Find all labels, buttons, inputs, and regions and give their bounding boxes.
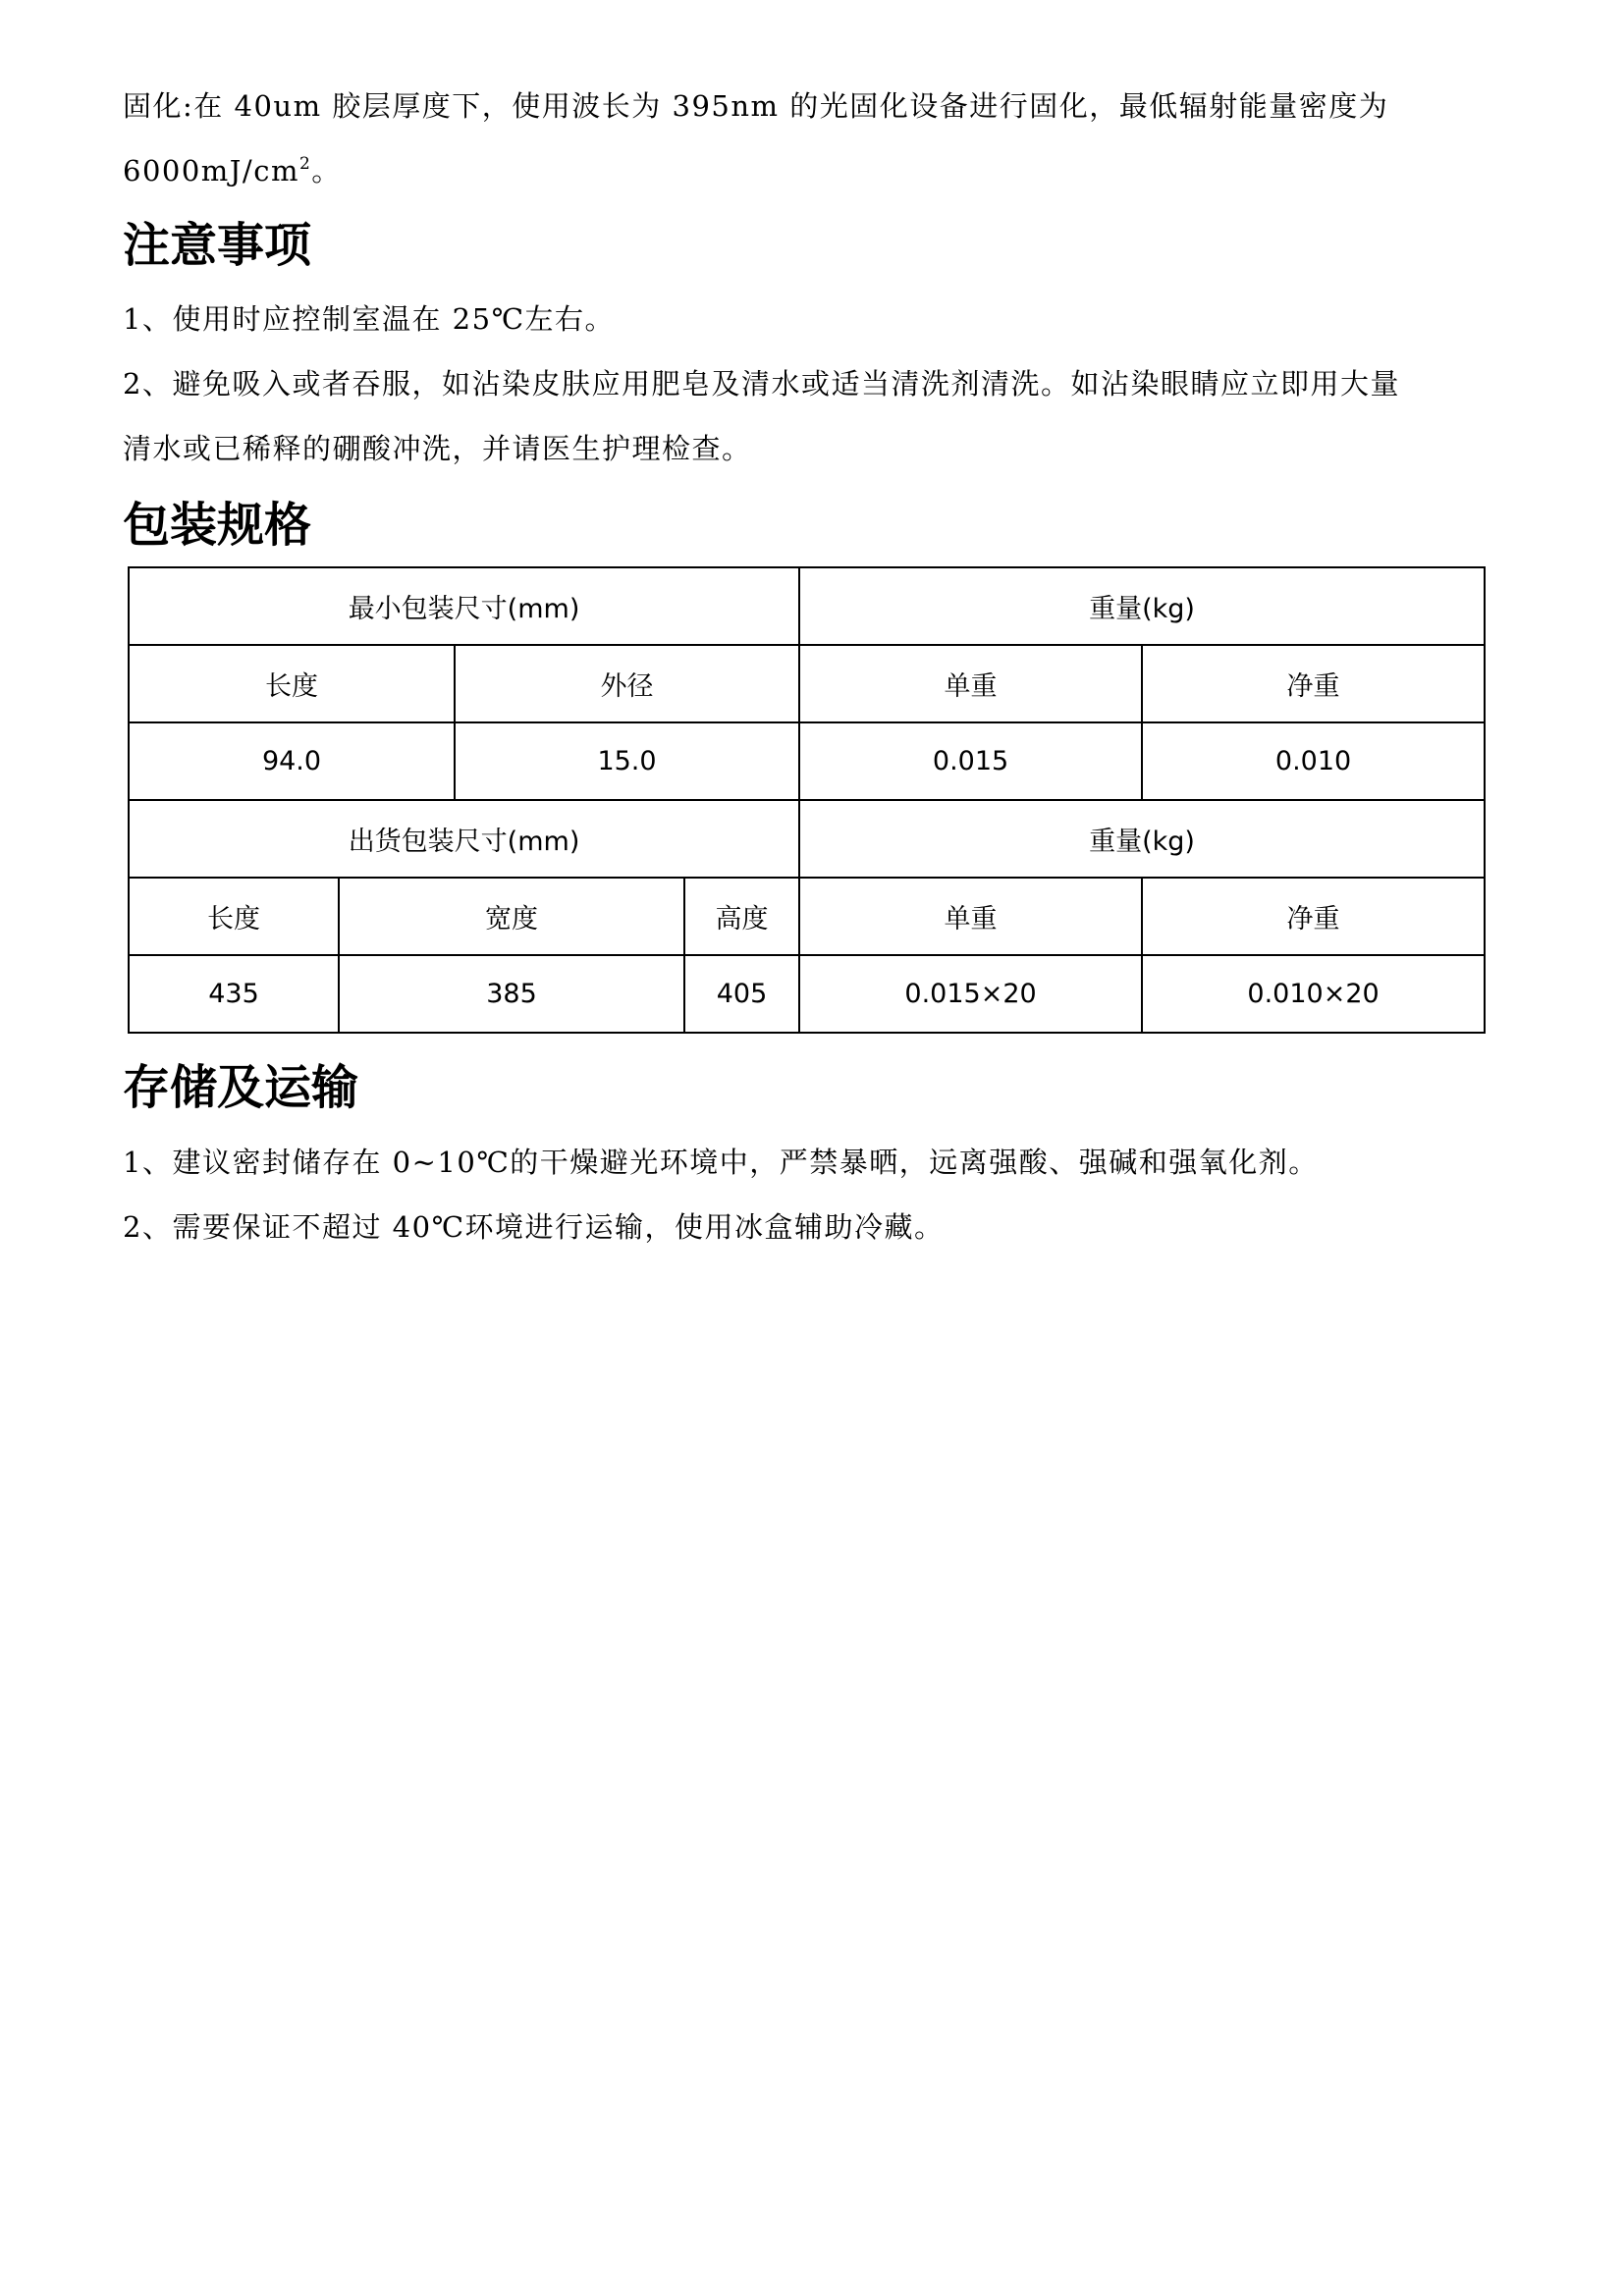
min-pack-col-outer-diameter: 外径 [455, 645, 799, 722]
notes-heading: 注意事项 [123, 218, 312, 273]
storage-item-1: 1、建议密封储存在 0~10℃的干燥避光环境中，严禁暴晒，远离强酸、强碱和强氧化剂。 [123, 1146, 1319, 1179]
ship-pack-col-length: 长度 [129, 878, 339, 955]
storage-heading: 存储及运输 [123, 1060, 359, 1115]
table-row [129, 722, 1485, 800]
ship-pack-net-weight-value: 0.010×20 [1142, 955, 1485, 1033]
table-row [129, 567, 1485, 645]
table-row [129, 955, 1485, 1033]
min-pack-size-header: 最小包装尺寸(mm) [129, 567, 799, 645]
ship-pack-col-unit-weight: 单重 [799, 878, 1142, 955]
curing-paragraph-line-1: 固化:在 40um 胶层厚度下，使用波长为 395nm 的光固化设备进行固化，最低辐射能量密度为 [123, 89, 1389, 123]
notes-item-2-line-2: 清水或已稀释的硼酸冲洗，并请医生护理检查。 [123, 432, 752, 465]
ship-pack-unit-weight-value: 0.015×20 [799, 955, 1142, 1033]
ship-pack-weight-header: 重量(kg) [799, 800, 1485, 878]
min-pack-col-net-weight: 净重 [1142, 645, 1485, 722]
ship-pack-height-value: 405 [684, 955, 799, 1033]
min-pack-col-length: 长度 [129, 645, 455, 722]
sentence-end: 。 [311, 154, 342, 187]
packaging-spec-table [128, 566, 1486, 1034]
ship-pack-col-height: 高度 [684, 878, 799, 955]
min-pack-outer-diameter-value: 15.0 [455, 722, 799, 800]
table-row [129, 645, 1485, 722]
storage-item-2: 2、需要保证不超过 40℃环境进行运输，使用冰盒辅助冷藏。 [123, 1210, 945, 1244]
energy-density-value: 6000mJ/cm [123, 154, 299, 187]
ship-pack-width-value: 385 [339, 955, 684, 1033]
notes-item-2-line-1: 2、避免吸入或者吞服，如沾染皮肤应用肥皂及清水或适当清洗剂清洗。如沾染眼睛应立即用大量 [123, 367, 1400, 400]
curing-paragraph-line-2 [123, 138, 342, 203]
min-pack-length-value: 94.0 [129, 722, 455, 800]
min-pack-weight-header: 重量(kg) [799, 567, 1485, 645]
ship-pack-col-width: 宽度 [339, 878, 684, 955]
table-row [129, 878, 1485, 955]
packaging-heading: 包装规格 [123, 498, 312, 553]
ship-pack-length-value: 435 [129, 955, 339, 1033]
min-pack-col-unit-weight: 单重 [799, 645, 1142, 722]
notes-item-1: 1、使用时应控制室温在 25℃左右。 [123, 302, 616, 336]
ship-pack-size-header: 出货包装尺寸(mm) [129, 800, 799, 878]
min-pack-net-weight-value: 0.010 [1142, 722, 1485, 800]
ship-pack-col-net-weight: 净重 [1142, 878, 1485, 955]
superscript-exponent: 2 [298, 154, 312, 175]
min-pack-unit-weight-value: 0.015 [799, 722, 1142, 800]
table-row [129, 800, 1485, 878]
